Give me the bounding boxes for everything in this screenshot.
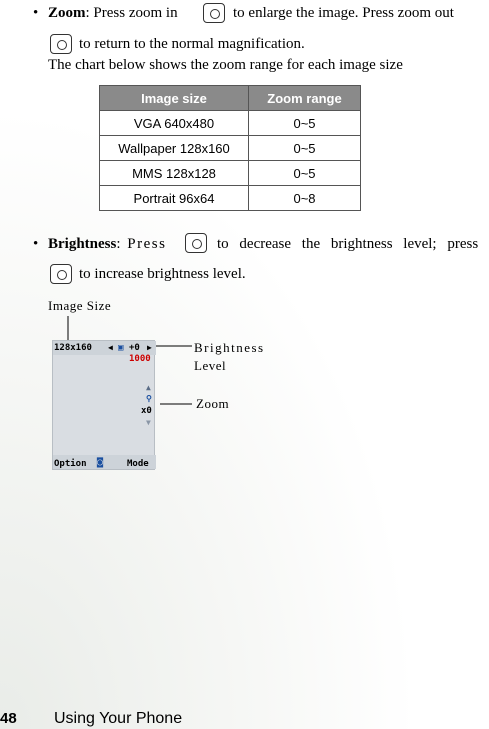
- screen-zoom-value: x0: [141, 406, 152, 416]
- zoom-text-4: The chart below shows the zoom range for each image size: [48, 57, 403, 73]
- arrow-right-icon: ▶: [147, 343, 152, 352]
- callout-level: Level: [194, 358, 227, 373]
- zoom-bullet: •: [33, 5, 39, 21]
- camera-preview-screen: [52, 340, 155, 470]
- callout-brightness: Brightness: [194, 340, 265, 355]
- brightness-text-2: to decrease the brightness level; press: [217, 236, 479, 252]
- zoom-up-icon: ▲: [146, 383, 151, 392]
- zoom-text-3: to return to the normal magnification.: [79, 36, 305, 52]
- zoom-text-1: : Press zoom in: [85, 5, 178, 21]
- screen-counter: 1000: [129, 354, 151, 364]
- brightness-text-3: to increase brightness level.: [79, 266, 246, 282]
- table-header-image-size: Image size: [100, 86, 249, 111]
- callout-image-size: Image Size: [48, 298, 112, 313]
- page-number: 48: [0, 710, 17, 727]
- arrow-left-icon: ◀: [108, 343, 113, 352]
- callout-zoom: Zoom: [196, 396, 230, 411]
- brightness-text-1: : Press: [116, 236, 167, 252]
- table-cell: Portrait 96x64: [100, 186, 249, 211]
- brightness-icon: ▣: [118, 343, 124, 353]
- table-cell: 0~5: [249, 161, 361, 186]
- table-cell: 0~5: [249, 136, 361, 161]
- table-cell: 0~5: [249, 111, 361, 136]
- screen-resolution: 128x160: [54, 343, 92, 353]
- screen-brightness-value: +0: [129, 343, 140, 353]
- brightness-bullet: •: [33, 236, 39, 252]
- table-cell: VGA 640x480: [100, 111, 249, 136]
- running-footer-title: Using Your Phone: [54, 710, 183, 727]
- table-cell: 0~8: [249, 186, 361, 211]
- softkey-option: Option: [54, 459, 87, 469]
- table-header-zoom-range: Zoom range: [249, 86, 361, 111]
- table-cell: MMS 128x128: [100, 161, 249, 186]
- zoom-text-2: to enlarge the image. Press zoom out: [233, 5, 454, 21]
- zoom-down-icon: ▼: [146, 418, 151, 427]
- table-cell: Wallpaper 128x160: [100, 136, 249, 161]
- softkey-mode: Mode: [127, 459, 149, 469]
- zoom-term: Zoom: [48, 5, 86, 21]
- brightness-term: Brightness: [48, 236, 117, 252]
- camera-icon: ◙: [97, 457, 104, 468]
- magnifier-icon: ⚲: [146, 394, 152, 403]
